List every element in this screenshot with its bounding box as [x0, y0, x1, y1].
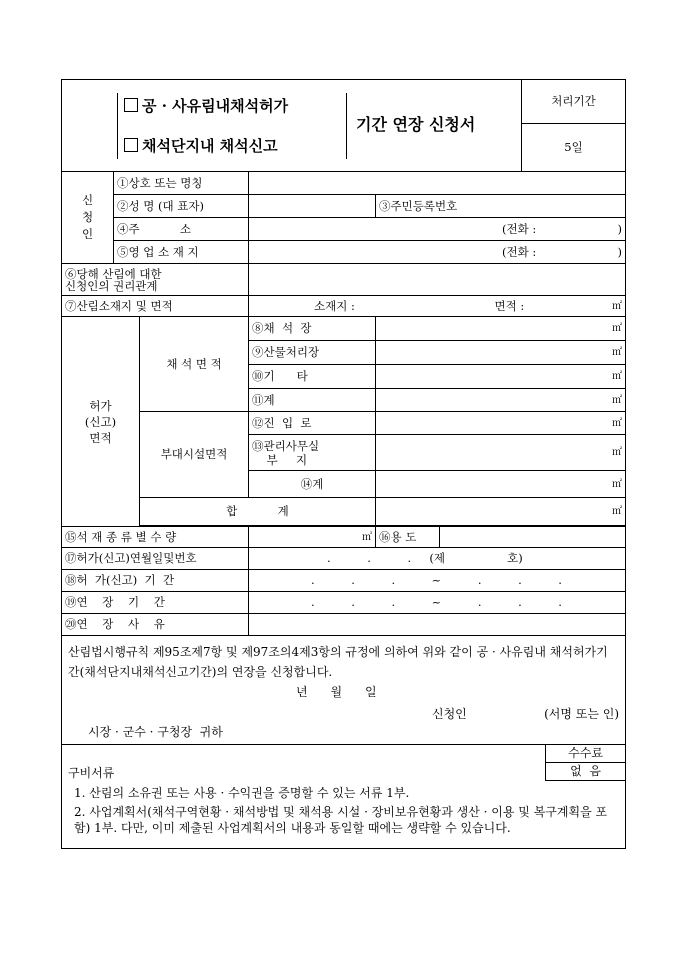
representative-name-input[interactable] [249, 195, 376, 218]
address-phone-label: (전화 : [502, 221, 537, 236]
stone-quantity-label: ⑮석 재 종 류 별 수 량 [62, 527, 249, 548]
address-label: ④주 소 [114, 218, 249, 241]
location-area-label: 면적 : [494, 298, 525, 313]
permit-date-number-input[interactable]: . . . (제 호) [249, 548, 626, 570]
office-phone-label: (전화 : [502, 244, 537, 259]
forest-location-input[interactable] [249, 296, 626, 317]
process-period-label: 처리기간 [522, 80, 626, 124]
location-area-unit: ㎡ [612, 300, 623, 312]
address-phone-close: ) [617, 221, 623, 236]
declaration-sign-label: (서명 또는 인) [544, 707, 620, 721]
title-option-report: 채석단지내 채석신고 [142, 137, 278, 155]
quarry-site-label: ⑧채 석 장 [249, 317, 376, 341]
rights-relation-input[interactable] [249, 264, 626, 296]
quarry-area-label: 채 석 면 적 [140, 317, 249, 412]
processing-site-input[interactable] [376, 341, 626, 365]
required-documents [62, 745, 626, 849]
form-body [61, 171, 626, 849]
title-main: 기간 연장 신청서 [356, 115, 476, 134]
declaration-date: 년 월 일 [296, 685, 377, 699]
unit-label: ㎡ [612, 394, 623, 406]
support-subtotal-input[interactable] [376, 471, 626, 498]
other-area-label: ⑩기 타 [249, 365, 376, 389]
forest-location-label: ⑦산림소재지 및 면적 [62, 296, 249, 317]
form-header [61, 79, 626, 172]
support-subtotal-label: ⑭계 [249, 471, 376, 498]
processing-site-label: ⑨산물처리장 [249, 341, 376, 365]
stone-use-label: ⑯용 도 [376, 527, 440, 547]
extension-period-label: ⑲연 장 기 간 [62, 592, 249, 614]
business-name-label: ①상호 또는 명칭 [114, 172, 249, 195]
declaration-applicant-label: 신청인 [432, 707, 467, 721]
office-site-label: ⑬관리사무실 부 지 [249, 435, 376, 471]
permit-period-input[interactable]: . . . ~ . . . [249, 570, 626, 592]
office-site-input[interactable] [376, 435, 626, 471]
document-item-2: 2. 사업계획서(채석구역현황 · 채석방법 및 채석용 시설 · 장비보유현황과 생산 · 이용 및 복구계획을 포함) 1부. 다만, 이미 제출된 사업계획서의 내용과 동일할 때에는 생략할 수 있습니다. [74, 805, 608, 835]
stone-use-cell[interactable] [376, 527, 626, 548]
other-area-input[interactable] [376, 365, 626, 389]
access-road-input[interactable] [376, 412, 626, 435]
unit-label: ㎡ [612, 478, 623, 490]
address-input[interactable] [249, 218, 626, 241]
total-area-label: 합 계 [140, 498, 376, 526]
permit-area-group-label: 허가 (신고) 면적 [62, 317, 140, 527]
unit-label: ㎡ [612, 347, 623, 358]
permit-date-number-label: ⑰허가(신고)연월일및번호 [62, 548, 249, 570]
title-option-permit: 공 · 사유림내채석허가 [142, 97, 289, 115]
resident-number-label: ③주민등록번호 [376, 195, 626, 218]
permit-checkbox[interactable] [124, 98, 138, 112]
unit-label: ㎡ [612, 506, 623, 517]
document-item-1: 1. 산림의 소유권 또는 사용 · 수익권을 증명할 수 있는 서류 1부. [74, 786, 410, 800]
report-checkbox[interactable] [124, 138, 138, 152]
extension-reason-label: ⑳연 장 사 유 [62, 614, 249, 636]
unit-label: ㎡ [612, 447, 623, 458]
quarry-site-input[interactable] [376, 317, 626, 341]
applicant-group-label: 신 청 인 [62, 172, 114, 264]
declaration-block [62, 636, 626, 745]
access-road-label: ⑫진 입 로 [249, 412, 376, 435]
quarry-subtotal-label: ⑪계 [249, 389, 376, 412]
extension-reason-input[interactable] [249, 614, 626, 636]
office-location-label: ⑤영 업 소 재 지 [114, 241, 249, 264]
declaration-text: 산림법시행규칙 제95조제7항 및 제97조의4제3항의 규정에 의하여 위와 같이 공 · 사유림내 채석허가기간(채석단지내채석신고기간)의 연장을 신청합니다. [68, 645, 608, 679]
quarry-subtotal-input[interactable] [376, 389, 626, 412]
application-form [61, 79, 625, 872]
fee-label: 수수료 [545, 745, 625, 763]
stone-use-input[interactable] [440, 527, 625, 547]
total-area-input[interactable] [376, 498, 626, 526]
location-address-label: 소재지 : [314, 298, 355, 313]
unit-label: ㎡ [612, 323, 623, 334]
documents-title: 구비서류 [68, 766, 115, 780]
fee-value: 없 음 [545, 763, 625, 781]
office-phone-close: ) [617, 244, 623, 259]
stone-quantity-input[interactable] [249, 527, 376, 548]
unit-label: ㎡ [612, 371, 623, 382]
extension-period-input[interactable]: . . . ~ . . . [249, 592, 626, 614]
form-title [62, 80, 522, 172]
business-name-input[interactable] [249, 172, 626, 195]
representative-name-label: ②성 명 (대 표자) [114, 195, 249, 218]
support-facility-label: 부대시설면적 [140, 412, 249, 498]
permit-period-label: ⑱허 가(신고) 기 간 [62, 570, 249, 592]
process-period-value: 5일 [522, 124, 626, 172]
stone-quantity-unit: ㎥ [362, 531, 373, 543]
unit-label: ㎡ [612, 417, 623, 429]
declaration-recipient: 시장 · 군수 · 구청장 귀하 [88, 725, 223, 739]
rights-relation-label: ⑥당해 산림에 대한 신청인의 권리관계 [62, 264, 249, 296]
office-location-input[interactable] [249, 241, 626, 264]
